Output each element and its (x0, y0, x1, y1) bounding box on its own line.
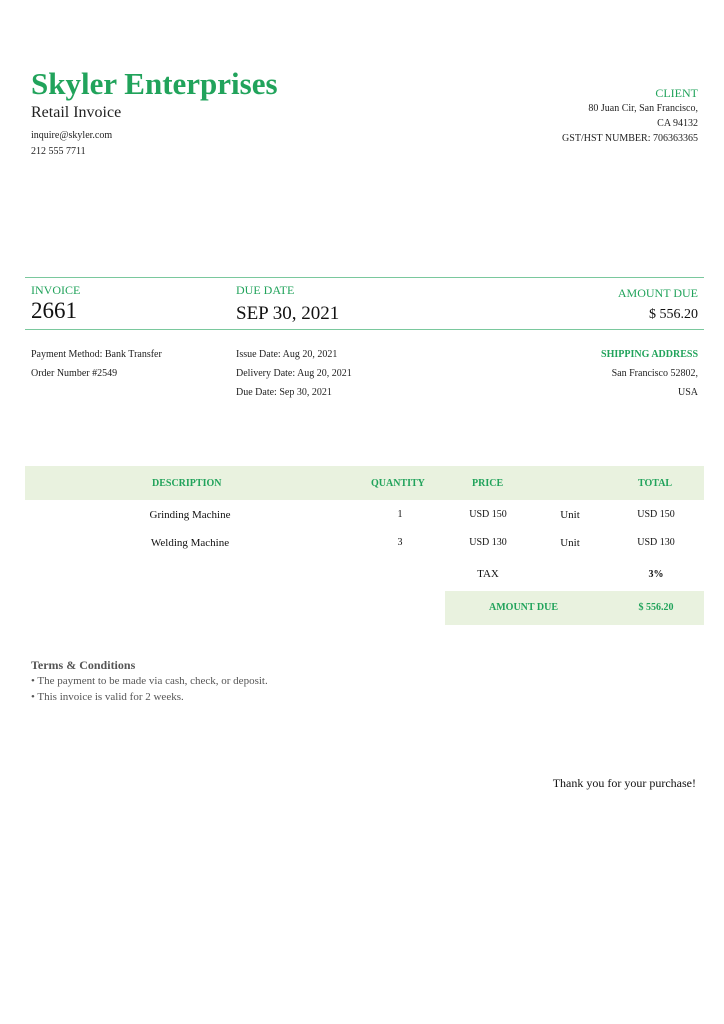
delivery-date: Delivery Date: Aug 20, 2021 (236, 368, 352, 379)
tax-value: 3% (648, 569, 664, 580)
summary-top-divider (25, 277, 704, 278)
shipping-address-line1: San Francisco 52802, (611, 368, 698, 379)
item-quantity: 3 (397, 537, 403, 548)
items-table-header (25, 466, 704, 500)
document-type: Retail Invoice (31, 104, 122, 121)
due-date-value: SEP 30, 2021 (236, 303, 340, 324)
tax-label: TAX (477, 568, 499, 580)
client-address-line2: CA 94132 (657, 118, 698, 129)
due-date-label: DUE DATE (236, 283, 295, 297)
item-price: USD 150 (469, 509, 507, 520)
item-description: Welding Machine (150, 537, 230, 549)
shipping-address-label: SHIPPING ADDRESS (601, 349, 698, 360)
company-email: inquire@skyler.com (31, 130, 113, 141)
column-header-quantity: QUANTITY (371, 478, 425, 489)
column-header-description: DESCRIPTION (152, 478, 222, 489)
amount-due-total-value: $ 556.20 (638, 602, 674, 613)
invoice-label: INVOICE (31, 283, 81, 297)
amount-due-total-label: AMOUNT DUE (489, 602, 558, 613)
terms-item: • This invoice is valid for 2 weeks. (31, 691, 184, 703)
item-unit: Unit (560, 537, 580, 549)
client-label: CLIENT (655, 86, 698, 100)
shipping-address-line2: USA (677, 387, 698, 398)
company-name: Skyler Enterprises (31, 66, 278, 101)
due-date-detail: Due Date: Sep 30, 2021 (236, 387, 332, 398)
thank-you-note: Thank you for your purchase! (552, 776, 696, 790)
item-total: USD 150 (637, 509, 675, 520)
item-quantity: 1 (397, 509, 403, 520)
summary-bottom-divider (25, 329, 704, 330)
client-tax-number: GST/HST NUMBER: 706363365 (562, 133, 698, 144)
client-address-line1: 80 Juan Cir, San Francisco, (588, 103, 698, 114)
amount-due-value: $ 556.20 (649, 307, 698, 322)
item-description: Grinding Machine (149, 509, 231, 521)
item-total: USD 130 (637, 537, 675, 548)
invoice-number: 2661 (31, 298, 77, 323)
issue-date: Issue Date: Aug 20, 2021 (236, 349, 338, 360)
terms-title: Terms & Conditions (31, 658, 136, 672)
item-unit: Unit (560, 509, 580, 521)
terms-item: • The payment to be made via cash, check, or deposit. (31, 675, 268, 687)
item-price: USD 130 (469, 537, 507, 548)
company-phone: 212 555 7711 (31, 146, 86, 157)
payment-method: Payment Method: Bank Transfer (31, 349, 162, 360)
order-number: Order Number #2549 (31, 368, 118, 379)
amount-due-label: AMOUNT DUE (617, 286, 698, 300)
column-header-price: PRICE (472, 478, 504, 489)
column-header-total: TOTAL (638, 478, 673, 489)
